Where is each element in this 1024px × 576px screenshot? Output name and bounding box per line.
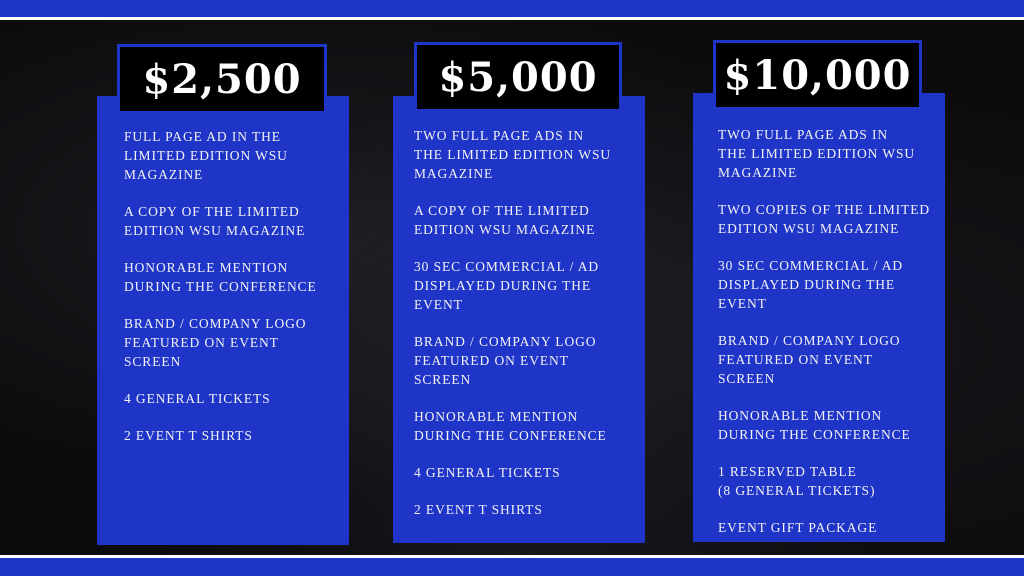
benefit-item: A COPY OF THE LIMITED EDITION WSU MAGAZINE [414,203,596,237]
benefit-item: TWO COPIES OF THE LIMITED EDITION WSU MAGAZINE [718,202,930,236]
benefit-item: 2 EVENT T SHIRTS [124,428,253,443]
benefit-item: BRAND / COMPANY LOGO FEATURED ON EVENT SCREEN [414,334,597,387]
benefit-item: HONORABLE MENTION DURING THE CONFERENCE [124,260,317,294]
benefit-item: TWO FULL PAGE ADS IN THE LIMITED EDITION WSU MAGAZINE [718,127,916,180]
benefit-item: A COPY OF THE LIMITED EDITION WSU MAGAZINE [124,204,306,238]
benefit-item: 1 RESERVED TABLE (8 GENERAL TICKETS) [718,464,876,498]
benefit-item: EVENT GIFT PACKAGE [718,520,878,535]
tier-benefits-5000 [414,126,642,537]
benefit-item: HONORABLE MENTION DURING THE CONFERENCE [718,408,911,442]
tier-price-10000: $10,000 [713,40,922,110]
tier-benefits-10000 [718,125,944,555]
benefit-item: 30 SEC COMMERCIAL / AD DISPLAYED DURING THE EVENT [718,258,904,311]
bottom-accent-bar [0,558,1024,576]
benefit-item: HONORABLE MENTION DURING THE CONFERENCE [414,409,607,443]
tier-benefits-2500 [124,127,344,463]
benefit-item: 4 GENERAL TICKETS [414,465,561,480]
benefit-item: 2 EVENT T SHIRTS [414,502,543,517]
tier-price-2500: $2,500 [117,44,327,114]
benefit-item: 4 GENERAL TICKETS [124,391,271,406]
benefit-item: FULL PAGE AD IN THE LIMITED EDITION WSU MAGAZINE [124,129,288,182]
tier-price-5000: $5,000 [414,42,622,112]
benefit-item: TWO FULL PAGE ADS IN THE LIMITED EDITION WSU MAGAZINE [414,128,612,181]
top-accent-bar [0,0,1024,17]
benefit-item: 30 SEC COMMERCIAL / AD DISPLAYED DURING THE EVENT [414,259,600,312]
benefit-item: BRAND / COMPANY LOGO FEATURED ON EVENT SCREEN [718,333,901,386]
top-divider-line [0,17,1024,20]
benefit-item: BRAND / COMPANY LOGO FEATURED ON EVENT SCREEN [124,316,307,369]
